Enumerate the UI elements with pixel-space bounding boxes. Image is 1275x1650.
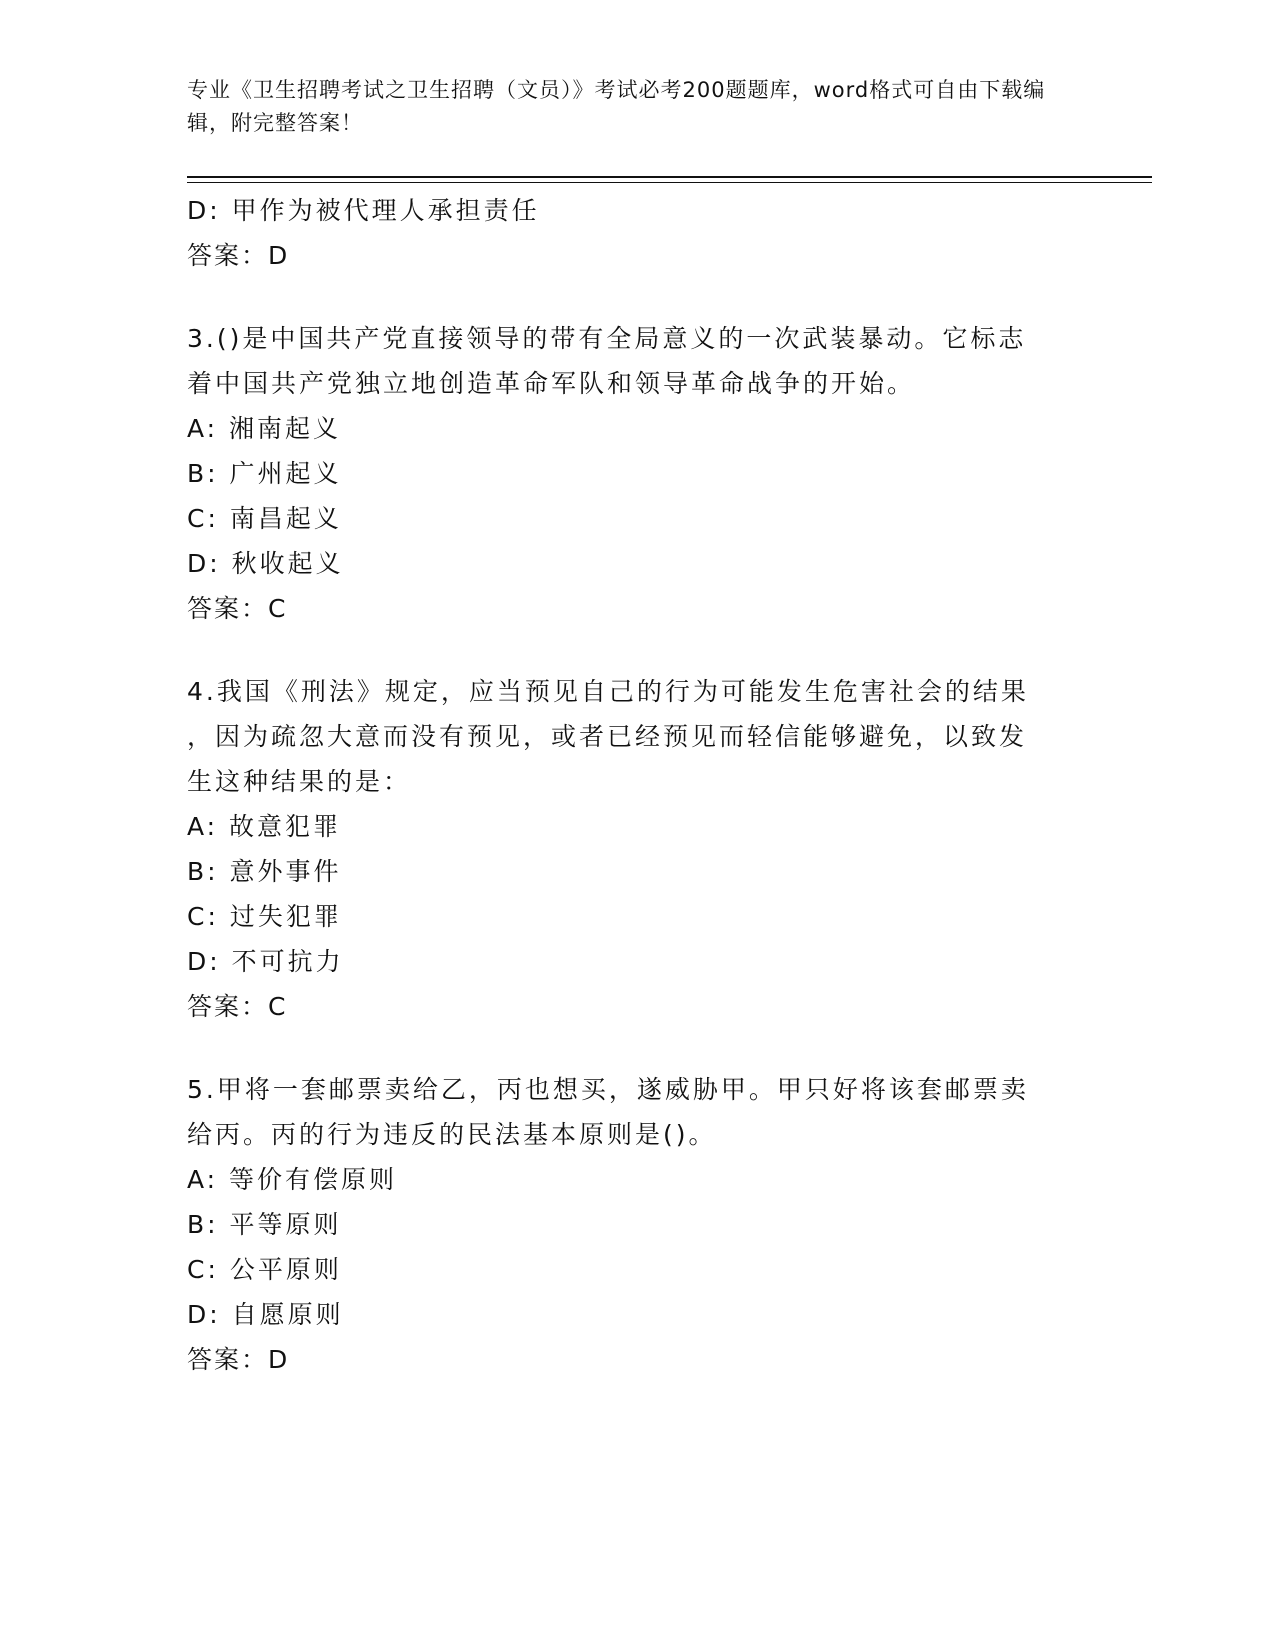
question-5-option-c: C: 公平原则 [187, 1255, 342, 1284]
question-4-option-a: A: 故意犯罪 [187, 812, 342, 841]
question-4-stem-line: 生这种结果的是： [187, 767, 412, 796]
question-5-option-b: B: 平等原则 [187, 1210, 342, 1239]
header-rule-thick [187, 176, 1152, 178]
question-3-option-d: D: 秋收起义 [187, 549, 344, 578]
question-4-option-d: D: 不可抗力 [187, 947, 344, 976]
question-5-stem-line: 5.甲将一套邮票卖给乙，丙也想买，遂威胁甲。甲只好将该套邮票卖 [187, 1075, 1029, 1104]
question-4-option-c: C: 过失犯罪 [187, 902, 342, 931]
question-5-stem-line: 给丙。丙的行为违反的民法基本原则是()。 [187, 1120, 717, 1149]
page-header [187, 74, 1067, 140]
question-4 [187, 669, 1067, 1029]
question-4-stem-line: ，因为疏忽大意而没有预见，或者已经预见而轻信能够避免，以致发 [187, 722, 1028, 751]
question-4-answer: 答案：C [187, 992, 288, 1021]
question-2-option-d: D: 甲作为被代理人承担责任 [187, 196, 540, 225]
question-3 [187, 316, 1067, 631]
question-3-option-b: B: 广州起义 [187, 459, 342, 488]
header-rule-thin [187, 182, 1152, 183]
question-2-answer: 答案：D [187, 241, 290, 270]
question-3-stem-line: 3.()是中国共产党直接领导的带有全局意义的一次武装暴动。它标志 [187, 324, 1027, 353]
question-4-stem [187, 669, 1067, 804]
question-4-stem-line: 4.我国《刑法》规定，应当预见自己的行为可能发生危害社会的结果 [187, 677, 1029, 706]
question-3-stem-line: 着中国共产党独立地创造革命军队和领导革命战争的开始。 [187, 369, 916, 398]
question-3-option-c: C: 南昌起义 [187, 504, 342, 533]
question-4-option-b: B: 意外事件 [187, 857, 342, 886]
header-title: 专业《卫生招聘考试之卫生招聘（文员）》考试必考200题题库，word格式可自由下载编辑，附完整答案！ [187, 78, 1046, 135]
question-5 [187, 1067, 1067, 1382]
question-3-stem [187, 316, 1067, 406]
question-3-answer: 答案：C [187, 594, 288, 623]
question-5-option-d: D: 自愿原则 [187, 1300, 344, 1329]
question-5-option-a: A: 等价有偿原则 [187, 1165, 398, 1194]
question-5-stem [187, 1067, 1067, 1157]
question-5-answer: 答案：D [187, 1345, 290, 1374]
question-3-option-a: A: 湘南起义 [187, 414, 342, 443]
question-list [187, 188, 1067, 1382]
